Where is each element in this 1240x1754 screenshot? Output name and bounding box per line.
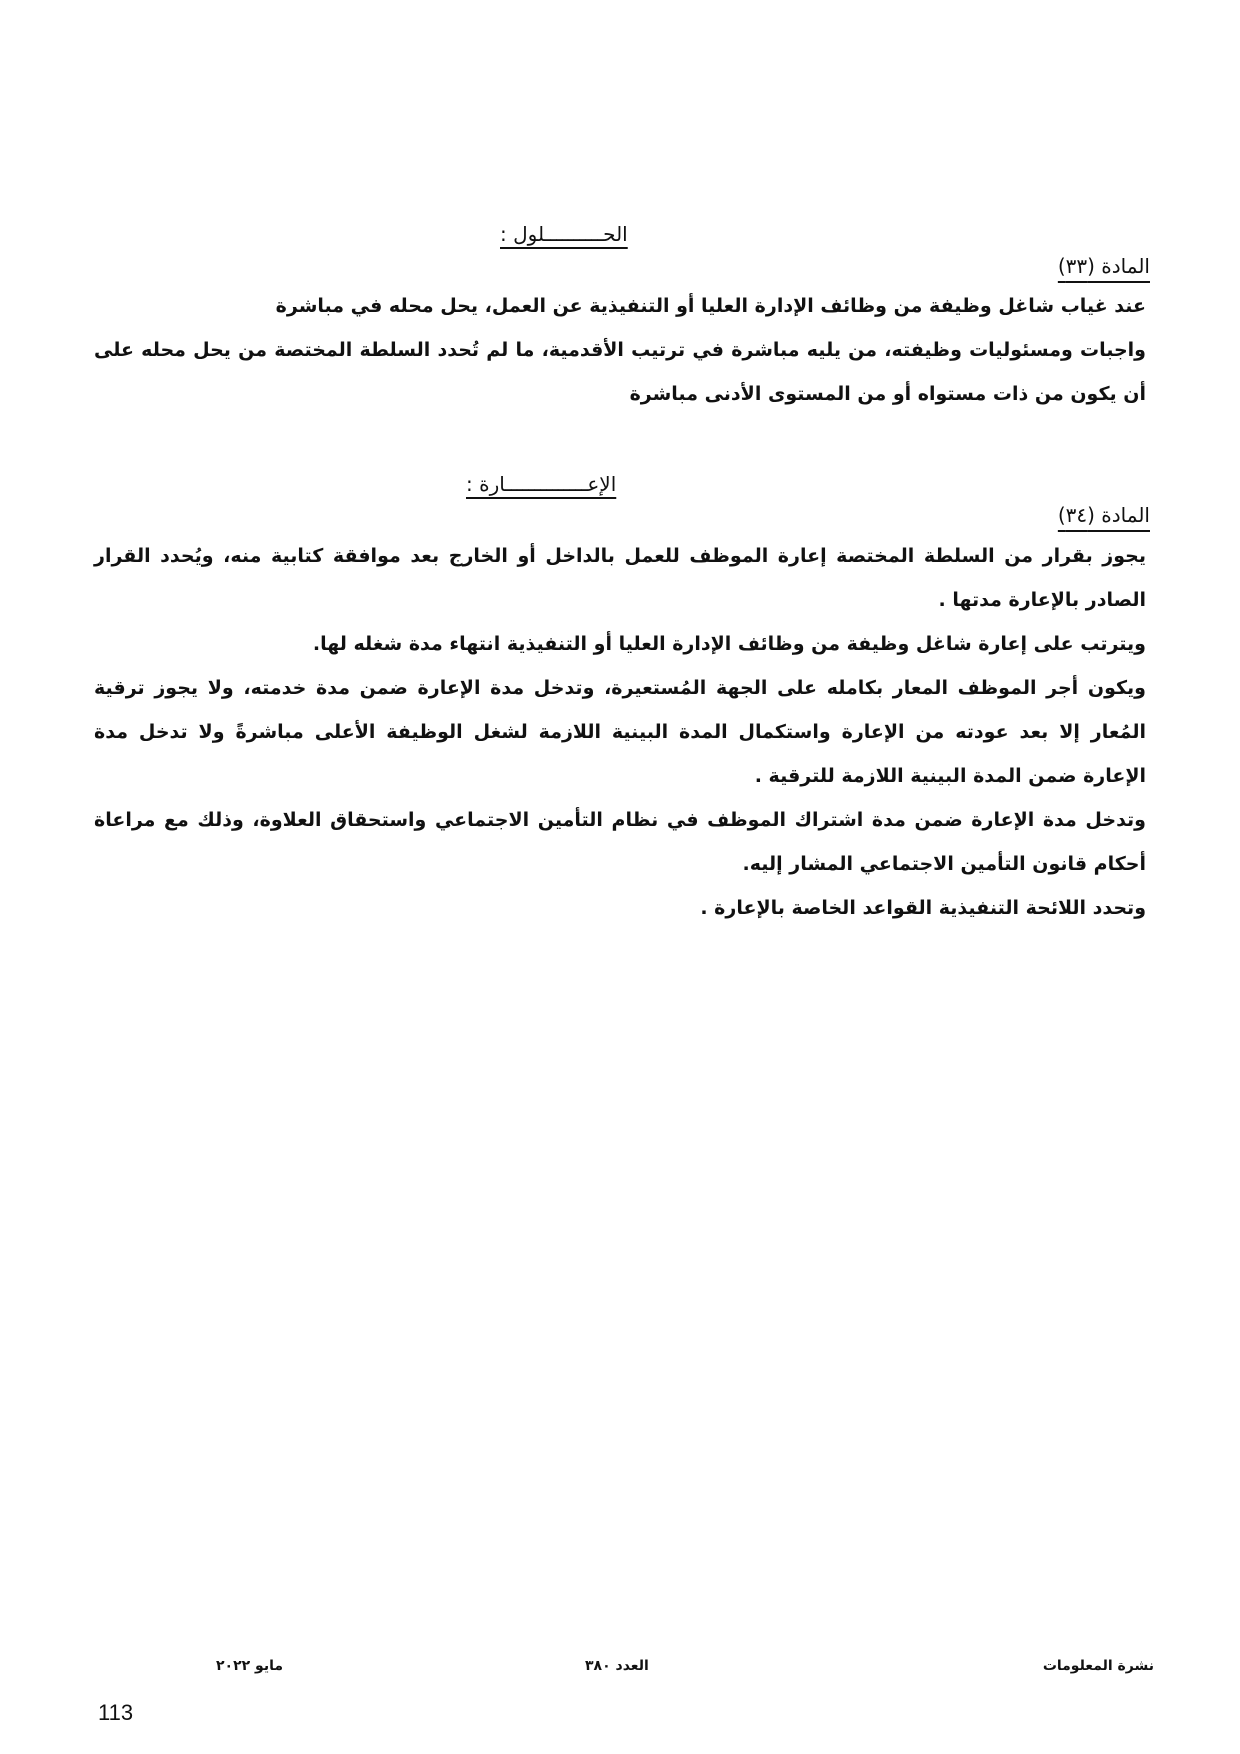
section-title-secondment: الإعــــــــــــــارة : [466, 472, 617, 496]
section-title-substitution: الحــــــــــلول : [500, 222, 628, 246]
article-33-label: المادة (٣٣) [1057, 254, 1150, 278]
paragraph: ويترتب على إعارة شاغل وظيفة من وظائف الإدارة العليا أو التنفيذية انتهاء مدة شغله لها. [312, 633, 1146, 655]
paragraph: عند غياب شاغل وظيفة من وظائف الإدارة العليا أو التنفيذية عن العمل، يحل محله في مباشرة [275, 295, 1146, 317]
paragraph: وتحدد اللائحة التنفيذية القواعد الخاصة بالإعارة . [700, 897, 1146, 919]
paragraph: يجوز بقرار من السلطة المختصة إعارة الموظف للعمل بالداخل أو الخارج بعد موافقة كتابية منه، ويُحدد القرار الصادر بالإعارة مدتها . [94, 545, 1146, 611]
footer-issue: العدد ٣٨٠ [585, 1658, 649, 1674]
paragraph: ويكون أجر الموظف المعار بكامله على الجهة المُستعيرة، وتدخل مدة الإعارة ضمن مدة خدمته، ولا يجوز ترقية المُعار إلا بعد عودته من الإعارة واستكمال المدة البينية اللازمة لشغل الوظيفة الأعلى مباشرةً ولا تدخل مدة الإعارة ضمن المدة البينية اللازمة للترقية . [94, 677, 1146, 787]
article-34-body [94, 534, 1146, 930]
article-34-label: المادة (٣٤) [1057, 503, 1150, 527]
page-number: 113 [98, 1700, 134, 1725]
footer-publication: نشرة المعلومات [1042, 1658, 1154, 1674]
paragraph: وتدخل مدة الإعارة ضمن مدة اشتراك الموظف في نظام التأمين الاجتماعي واستحقاق العلاوة، وذلك مع مراعاة أحكام قانون التأمين الاجتماعي المشار إليه. [94, 809, 1146, 875]
article-33-body [94, 284, 1146, 416]
footer-date: مايو ٢٠٢٢ [216, 1658, 284, 1674]
paragraph: واجبات ومسئوليات وظيفته، من يليه مباشرة في ترتيب الأقدمية، ما لم تُحدد السلطة المختصة من يحل محله على أن يكون من ذات مستواه أو من المستوى الأدنى مباشرة [94, 339, 1146, 405]
